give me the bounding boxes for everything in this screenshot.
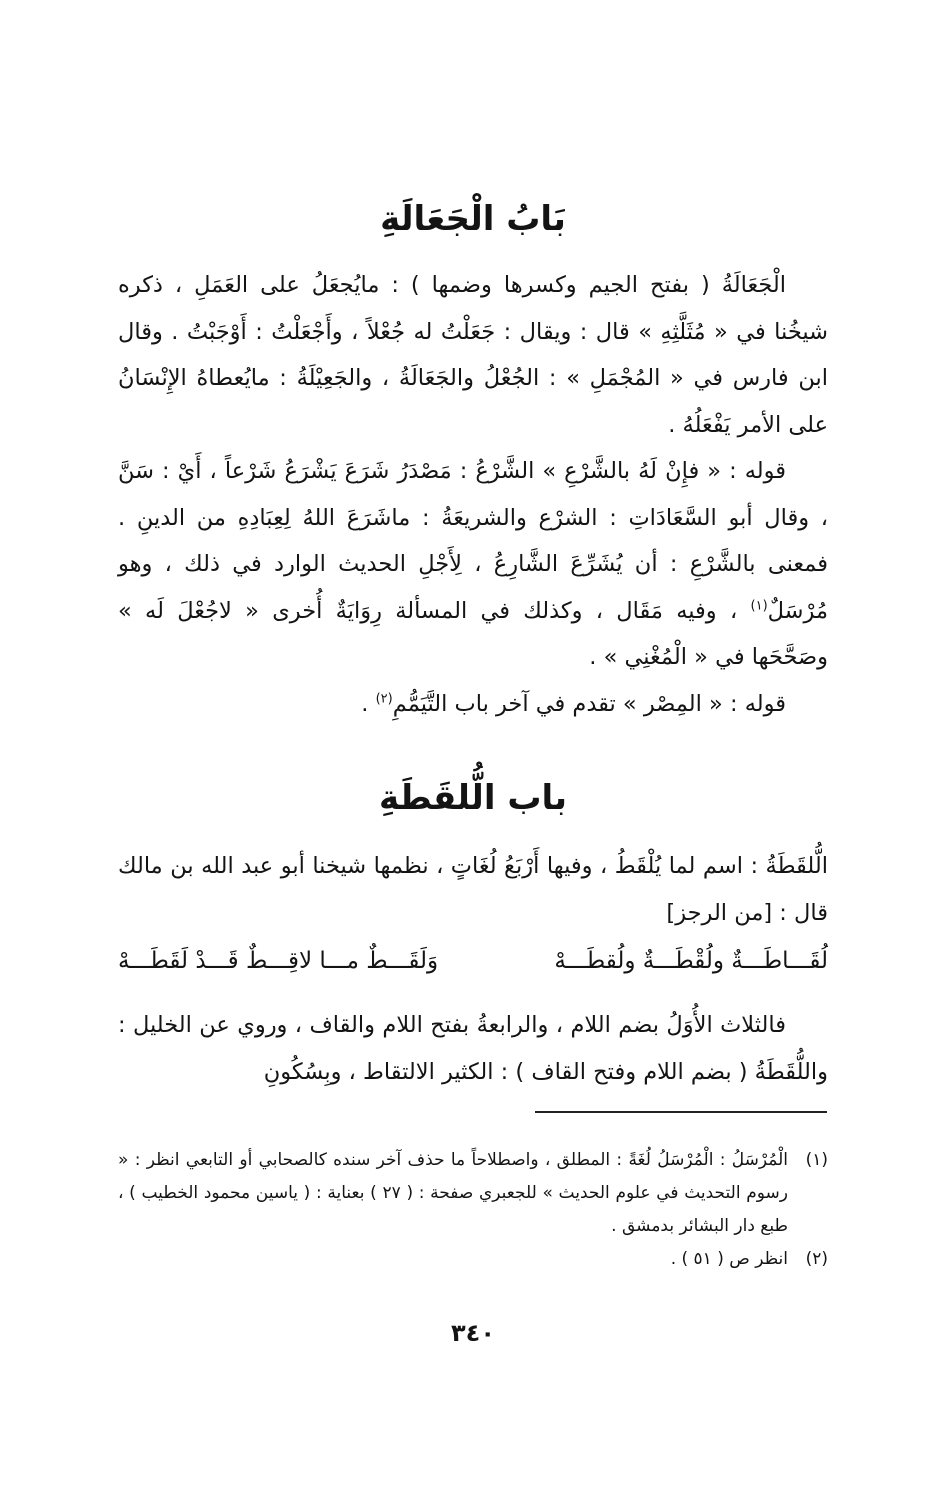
footnote-2 <box>118 1243 828 1276</box>
section-body-jaala-sharh <box>118 448 828 727</box>
section-title-luqata: باب الُّلقَطَةِ <box>378 778 568 818</box>
paragraph-shar <box>118 448 828 681</box>
footnote-number: (٢) <box>805 1249 828 1269</box>
footnotes <box>118 1144 828 1276</box>
paragraph-misr-text-a: قوله : « المِصْر » تقدم في آخر باب التَّيَمُّمِ <box>392 690 786 717</box>
footnote-1 <box>118 1144 828 1243</box>
paragraph-shar-text-b: ، وفيه مَقَال ، وكذلك في المسألة رِوَايَةٌ أُخرى « لاجُعْلَ لَه » وصَحَّحَها في « الْمُغْنِي » . <box>118 597 828 670</box>
paragraph-misr <box>118 681 828 728</box>
footnote-ref-2[interactable]: (٢) <box>375 691 393 706</box>
paragraph-shar-text-a: قوله : « فإِنْ لَهُ بالشَّرْعِ » الشَّرْعُ : مَصْدَرُ شَرَعَ يَشْرَعُ شَرْعاً ، أَيْ : سَنَّ ، وقال أبو السَّعَادَاتِ : الشرْع والشريعَةُ : ماشَرَعَ اللهُ لِعِبَادِهِ من الدينِ . فمعنى بالشَّرْعِ : أن يُشَرِّعَ الشَّارِعُ ، لِأَجْلِ الحديث الوارد في ذلك ، وهو مُرْسَلٌ <box>118 458 828 624</box>
footnote-number: (١) <box>805 1150 828 1170</box>
paragraph-jaala-definition: الْجَعَالَةُ ( بفتح الجيم وكسرها وضمها ) : مايُجعَلُ على العَمَلِ ، ذكره شيخُنا في « مُثَلَّثِهِ » قال : ويقال : جَعَلْتُ له جُعْلاً ، وأَجْعَلْتُ : أَوْجَبْتُ . وقال ابن فارس في « المُجْمَلِ » : الجُعْلُ والجَعَالَةُ ، والجَعِيْلَةُ : مايُعطاهُ الإِنْسَانُ على الأمر يَفْعَلُهُ . <box>118 272 828 438</box>
section-body-luqata <box>118 843 828 936</box>
section-body-jaala <box>118 262 828 448</box>
verse-first-hemistich: لُقَـــاطَـــةٌ ولُقْطَـــةٌ ولُقطَـــهْ <box>554 948 828 974</box>
footnote-separator <box>535 1111 827 1113</box>
paragraph-luqata-forms: فالثلاث الأُوَلُ بضم اللام ، والرابعةُ بفتح اللام والقاف ، وروي عن الخليل : واللُّقَطَةُ ( بضم اللام وفتح القاف ) : الكثير الالتقاط ، وبِسُكُونِ <box>118 1012 828 1085</box>
section-body-luqata-cont <box>118 1002 828 1095</box>
paragraph-misr-text-b: . <box>361 690 376 717</box>
poem-verse <box>118 936 828 986</box>
verse-second-hemistich: وَلَقَـــطٌ مـــا لاقِـــطٌ قَـــدْ لَقَطَـــهْ <box>118 948 439 974</box>
paragraph-luqata-definition: الُّلقَطَةُ : اسم لما يُلْقَطُ ، وفيها أَرْبَعُ لُغَاتٍ ، نظمها شيخنا أبو عبد الله بن مالك قال : [من الرجز] <box>118 853 828 926</box>
footnote-text: الْمُرْسَلُ : الْمُرْسَلُ لُغَةً : المطلق ، واصطلاحاً ما حذف آخر سنده كالصحابي أو التابعي انظر : « رسوم التحديث في علوم الحديث » للجعبري صفحة : ( ٢٧ ) بعناية : ( ياسين محمود الخطيب ) ، طبع دار البشائر بدمشق . <box>118 1150 789 1236</box>
footnote-text: انظر ص ( ٥١ ) . <box>670 1249 788 1269</box>
footnote-ref-1[interactable]: (١) <box>750 598 768 613</box>
page-number: ٣٤٠ <box>451 1319 495 1347</box>
section-title-jaala: بَابُ الْجَعَالَةِ <box>380 199 566 239</box>
